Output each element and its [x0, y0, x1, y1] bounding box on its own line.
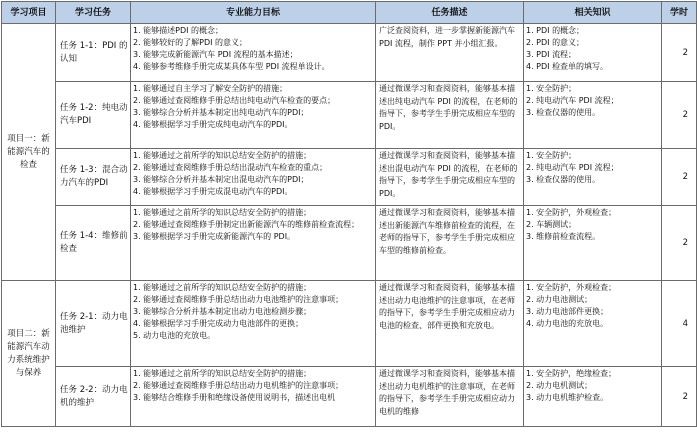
goals-cell	[131, 149, 376, 206]
knowledge-item: 2. 车辆测试；	[526, 220, 577, 229]
curriculum-table	[1, 1, 697, 427]
goal-item: 3. 能够完成新能源汽车 PDI 流程的基本描述；	[133, 50, 298, 59]
knowledge-item: 4. PDI 检查单的填写。	[526, 62, 609, 71]
goal-item: 3. 能够综合分析并基本制定出动力电池检测步骤；	[133, 307, 312, 316]
knowledge-item: 2. 动力电池测试；	[526, 295, 593, 304]
knowledge-item: 3. PDI 流程；	[526, 50, 577, 59]
goal-item: 2. 能够通过查阅维修手册制定出新能源汽车的维修前检查流程；	[133, 220, 360, 229]
knowledge-item: 2. 纯电动汽车 PDI 流程；	[526, 163, 619, 172]
goal-item: 3. 能够综合分析并基本制定出纯电动汽车的PDI；	[133, 108, 309, 117]
knowledge-item: 2. 纯电动汽车 PDI 流程；	[526, 96, 619, 105]
goal-item: 2. 能够通过查阅维修手册总结出纯电动汽车检查的要点；	[133, 96, 336, 105]
goals-cell	[131, 281, 376, 367]
description-cell: 广泛查阅资料，进一步掌握新能源汽车 PDI 流程，制作 PPT 并小组汇报。	[376, 24, 524, 82]
knowledge-item: 3. 维修前检查流程。	[526, 232, 601, 241]
goal-item: 1. 能够通过之前所学的知识总结安全防护的措施；	[133, 369, 312, 378]
knowledge-item: 1. 安全防护，外观检查；	[526, 283, 617, 292]
knowledge-item: 1. 安全防护；	[526, 151, 577, 160]
table-row	[2, 281, 697, 367]
knowledge-item: 2. 动力电机测试；	[526, 381, 593, 390]
knowledge-item: 3. 动力电机维护检查。	[526, 393, 609, 402]
knowledge-cell	[524, 367, 662, 427]
hours-cell: 2	[662, 82, 697, 149]
knowledge-item: 1. 安全防护，外观检查；	[526, 208, 617, 217]
goal-item: 1. 能够通过之前所学的知识总结安全防护的措施；	[133, 283, 312, 292]
knowledge-cell	[524, 82, 662, 149]
goal-item: 3. 能够根据学习手册完成新能源汽车的 PDI。	[133, 232, 296, 241]
knowledge-item: 1. PDI 的概念；	[526, 26, 585, 35]
goal-item: 2. 能够较好的了解PDI 的意义；	[133, 38, 248, 47]
goal-item: 2. 能够通过查阅维修手册总结出混动汽车检查的重点；	[133, 163, 328, 172]
project-cell: 项目一：新能源汽车的检查	[2, 24, 56, 281]
col-header-hours: 学时	[662, 2, 697, 24]
task-name: 任务 1-4：维修前检查	[56, 206, 131, 281]
table-row	[2, 82, 697, 149]
task-name: 任务 1-1：PDI 的认知	[56, 24, 131, 82]
knowledge-item: 3. 检查仪器的使用。	[526, 108, 601, 117]
goal-item: 2. 能够通过查阅维修手册总结出动力电池维护的注意事项；	[133, 295, 344, 304]
project-cell: 项目二：新能源汽车动力系统维护与保养	[2, 281, 56, 427]
knowledge-cell	[524, 206, 662, 281]
col-header-task: 学习任务	[56, 2, 131, 24]
col-header-project: 学习项目	[2, 2, 56, 24]
goal-item: 3. 能够综合分析并基本制定出混电动汽车的PDI；	[133, 175, 309, 184]
knowledge-cell	[524, 24, 662, 82]
goal-item: 1. 能够通过自主学习了解安全防护的措施；	[133, 84, 288, 93]
header-row	[2, 2, 697, 24]
goal-item: 4. 能够根据学习手册完成纯电动汽车的PDI。	[133, 120, 293, 129]
col-header-knowledge: 相关知识	[524, 2, 662, 24]
knowledge-cell	[524, 281, 662, 367]
table-row	[2, 24, 697, 82]
description-cell: 通过微课学习和查阅资料，能够基本描述出动力电机维护的注意事项，在老师的指导下，参考学生手册完成相应动力电机的维修	[376, 367, 524, 427]
knowledge-item: 1. 安全防护，绝缘检查；	[526, 369, 617, 378]
description-cell: 通过微课学习和查阅资料，能够基本描述出混电动汽车 PDI 的流程，在老师的指导下，参考学生手册完成相应车型的PDI。	[376, 149, 524, 206]
hours-cell: 2	[662, 206, 697, 281]
col-header-description: 任务描述	[376, 2, 524, 24]
goal-item: 4. 能够参考维修手册完成某具体车型 PDI 流程单设计。	[133, 62, 330, 71]
hours-cell: 2	[662, 367, 697, 427]
goal-item: 2. 能够通过查阅维修手册总结出动力电机维护的注意事项；	[133, 381, 344, 390]
col-header-goals: 专业能力目标	[131, 2, 376, 24]
description-cell: 通过微课学习和查阅资料，能够基本描述出新能源汽车维修前检查的流程，在老师的指导下，参考学生手册完成相应车型的维修前检查。	[376, 206, 524, 281]
table-row	[2, 206, 697, 281]
knowledge-item: 4. 动力电池的充放电。	[526, 319, 609, 328]
description-cell: 通过微课学习和查阅资料，能够基本描述出纯电动汽车 PDI 的流程，在老师的指导下，参考学生手册完成相应车型的PDI。	[376, 82, 524, 149]
goals-cell	[131, 367, 376, 427]
task-name: 任务 2-1：动力电池维护	[56, 281, 131, 367]
knowledge-item: 1. 安全防护；	[526, 84, 577, 93]
goals-cell	[131, 24, 376, 82]
goals-cell	[131, 206, 376, 281]
hours-cell: 4	[662, 281, 697, 367]
description-cell: 通过微课学习和查阅资料，能够基本描述出动力电池维护的注意事项，在老师的指导下，参考学生手册完成相应动力电池的检查、部件更换和充放电。	[376, 281, 524, 367]
task-name: 任务 1-2：纯电动汽车PDI	[56, 82, 131, 149]
table-row	[2, 149, 697, 206]
goal-item: 4. 能够根据学习手册完成混电动汽车的PDI。	[133, 187, 293, 196]
task-name: 任务 1-3：混合动力汽车的PDI	[56, 149, 131, 206]
goal-item: 4. 能够根据学习手册完成动力电池部件的更换；	[133, 319, 304, 328]
hours-cell: 2	[662, 24, 697, 82]
knowledge-item: 3. 检查仪器的使用。	[526, 175, 601, 184]
knowledge-cell	[524, 149, 662, 206]
goal-item: 3. 能够结合维修手册和绝缘设备使用说明书，描述出电机	[133, 393, 336, 402]
hours-cell: 2	[662, 149, 697, 206]
knowledge-item: 3. 动力电池部件更换；	[526, 307, 609, 316]
goal-item: 1. 能够描述PDI 的概念；	[133, 26, 224, 35]
goals-cell	[131, 82, 376, 149]
table-row	[2, 367, 697, 427]
task-name: 任务 2-2：动力电机的维护	[56, 367, 131, 427]
knowledge-item: 2. PDI 的意义；	[526, 38, 585, 47]
goal-item: 5. 动力电池的充放电。	[133, 331, 216, 340]
goal-item: 1. 能够通过之前所学的知识总结安全防护的措施；	[133, 208, 312, 217]
goal-item: 1. 能够通过之前所学的知识总结安全防护的措施；	[133, 151, 312, 160]
